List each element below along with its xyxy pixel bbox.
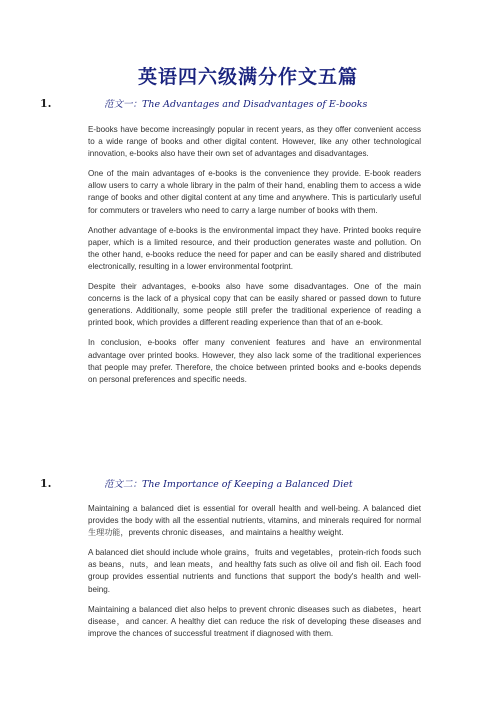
- section-heading-1: [40, 96, 456, 110]
- document-title: 英语四六级满分作文五篇: [137, 66, 358, 88]
- section-body-1: [88, 124, 421, 394]
- paragraph: E-books have become increasingly popular in recent years, as they offer convenient access to a wide range of books and other digital content. However, like any other technological innovation, e-books also have their own set of advantages and disadvantages.: [88, 125, 421, 159]
- paragraph: Maintaining a balanced diet also helps to prevent chronic diseases such as diabetes，heart disease，and cancer. A healthy diet can reduce the risk of developing these diseases and improve the chances of successful treatment if diagnosed with them.: [88, 604, 421, 638]
- section-heading-2: [40, 476, 456, 490]
- paragraph: Maintaining a balanced diet is essential for overall health and well-being. A balanced diet provides the body with all the essential nutrients, vitamins, and minerals required for normal 生理功能，prevents chronic diseases，and maintains a healthy weight.: [88, 504, 421, 538]
- section-title: 范文一：The Advantages and Disadvantages of E-books: [104, 99, 368, 110]
- paragraph: In conclusion, e-books offer many convenient features and have an environmental advantage over printed books. However, they also lack some of the traditional experiences that people may prefer. Therefore, the choice between printed books and e-books depends on personal preferences and specific needs.: [88, 338, 421, 384]
- paragraph: Despite their advantages, e-books also have some disadvantages. One of the main concerns is the lack of a physical copy that can be easily shared or passed down to future generations. Additionally, some people still prefer the traditional experience of reading a printed book, which provides a different reading experience than that of an e-book.: [88, 282, 421, 328]
- paragraph: Another advantage of e-books is the environmental impact they have. Printed books require paper, which is a limited resource, and their production generates waste and pollution. On the other hand, e-books reduce the need for paper and can be easily shared and distributed electronically, resulting in a lower environmental footprint.: [88, 225, 421, 271]
- section-number: 1.: [40, 477, 52, 490]
- paragraph: One of the main advantages of e-books is the convenience they provide. E-book readers allow users to carry a whole library in the palm of their hand, enabling them to access a wide range of books and other digital content at any time and anywhere. This is particularly useful for commuters or travelers who need to carry a large number of books with them.: [88, 169, 421, 215]
- section-body-2: [88, 503, 421, 648]
- paragraph: A balanced diet should include whole grains，fruits and vegetables，protein-rich foods such as beans，nuts，and lean meats，and healthy fats such as olive oil and fish oil. Each food group provides essential nutrients and functions that support the body's health and well-being.: [88, 548, 421, 594]
- section-number: 1.: [40, 97, 52, 110]
- section-title: 范文二：The Importance of Keeping a Balanced Diet: [104, 479, 353, 490]
